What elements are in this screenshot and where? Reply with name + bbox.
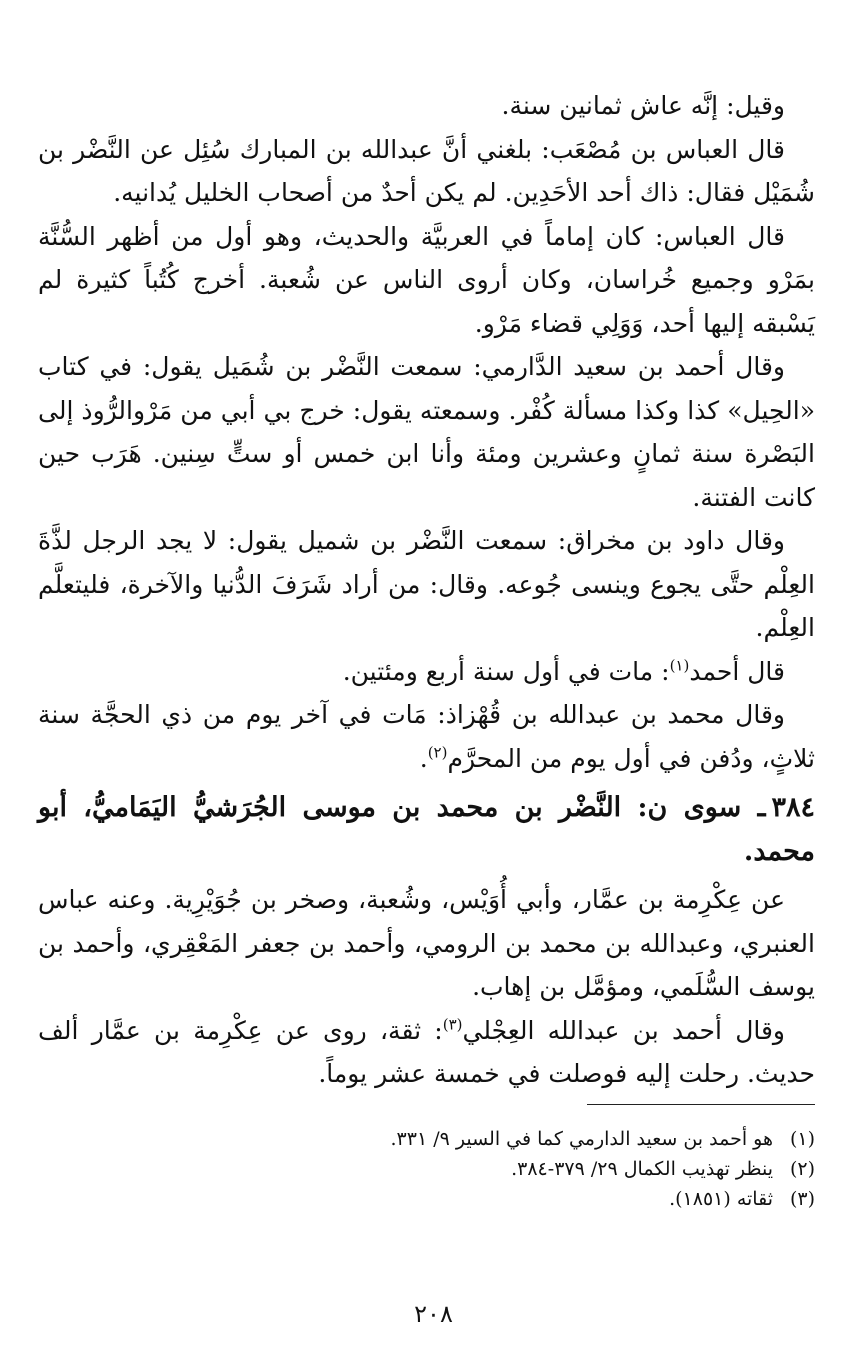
footnote-mark: (١) bbox=[789, 1128, 815, 1150]
footnote-mark: (٣) bbox=[789, 1188, 815, 1210]
paragraph-qahzad bbox=[38, 693, 815, 780]
footnote bbox=[38, 1184, 815, 1214]
footnote-text: ثقاته (١٨٥١). bbox=[669, 1188, 773, 1210]
text-segment: : مات في أول سنة أربع ومئتين. bbox=[342, 656, 670, 686]
footnote-reference[interactable]: (١) bbox=[669, 656, 690, 675]
entry-heading bbox=[38, 786, 815, 874]
text-segment: وقال أحمد بن عبدالله العِجْلي bbox=[462, 1015, 785, 1045]
footnote bbox=[38, 1124, 815, 1154]
text-segment: وقال محمد بن عبدالله بن قُهْزاذ: مَات في آخر يوم من ذي الحجَّة سنة ثلاثٍ، ودُفن في أول يوم من المحرَّم bbox=[38, 700, 815, 773]
footnotes bbox=[38, 1124, 815, 1214]
paragraph: وقال داود بن مخراق: سمعت النَّضْر بن شميل يقول: لا يجد الرجل لذَّةَ العِلْم حتَّى يجوع وينسى جُوعه. وقال: من أراد شَرَفَ الدُّنيا والآخرة، فليتعلَّم العِلْم. bbox=[38, 526, 815, 642]
paragraph-ijli bbox=[38, 1009, 815, 1096]
text-segment: قال أحمد bbox=[689, 656, 785, 686]
footnote-text: ينظر تهذيب الكمال ٢٩/ ٣٧٩-٣٨٤. bbox=[511, 1158, 773, 1180]
entry-number: ٣٨٤ bbox=[771, 792, 815, 823]
footnote-reference[interactable]: (٣) bbox=[442, 1015, 463, 1034]
text-segment: . bbox=[419, 743, 428, 773]
footnote-divider bbox=[587, 1104, 815, 1105]
text-segment: : ثقة، روى عن عِكْرِمة بن عمَّار ألف حديث. رحلت إليه فوصلت في خمسة عشر يوماً. bbox=[38, 1015, 815, 1088]
paragraph: وقيل: إنَّه عاش ثمانين سنة. bbox=[501, 91, 785, 120]
paragraph: قال العباس بن مُصْعَب: بلغني أنَّ عبدالله بن المبارك سُئِل عن النَّضْر بن شُمَيْل فقال: ذاك أحد الأحَدِين. لم يكن أحدٌ من أصحاب الخليل يُدانيه. bbox=[38, 134, 815, 207]
paragraph: وقال أحمد بن سعيد الدَّارمي: سمعت النَّضْر بن شُمَيل يقول: في كتاب «الحِيل» كذا وكذا مسألة كُفْر. وسمعته يقول: خرج بي أبي من مَرْوالرُّوذ إلى البَصْرة سنة ثمانٍ وعشرين ومئة وأنا ابن خمس أو ستٍّ سِنين. هَرَب حين كانت الفتنة. bbox=[38, 352, 815, 512]
footnote-mark: (٢) bbox=[789, 1158, 815, 1180]
footnote-text: هو أحمد بن سعيد الدارمي كما في السير ٩/ ٣٣١. bbox=[390, 1128, 773, 1150]
entry-title: ـ سوى ن: النَّضْر بن محمد بن موسى الجُرَشيُّ اليَمَاميُّ، أبو محمد. bbox=[38, 792, 815, 867]
paragraph: قال العباس: كان إماماً في العربيَّة والحديث، وهو أول من أظهر السُّنَّة بمَرْو وجميع خُراسان، وكان أروى الناس عن شُعبة. أخرج كُتُباً كثيرة لم يَسْبقه إليها أحد، وَوَلِي قضاء مَرْو. bbox=[38, 221, 815, 338]
main-text bbox=[38, 84, 815, 1096]
paragraph: عن عِكْرِمة بن عمَّار، وأبي أُوَيْس، وشُعبة، وصخر بن جُوَيْرِية. وعنه عباس العنبري، وعبدالله بن محمد بن الرومي، وأحمد بن جعفر المَعْقِري، وأحمد بن يوسف السُّلَمي، ومؤمَّل بن إهاب. bbox=[38, 885, 815, 1001]
footnote bbox=[38, 1154, 815, 1184]
page-number: ٢٠٨ bbox=[414, 1300, 453, 1328]
paragraph-ahmad bbox=[38, 650, 815, 694]
footnote-reference[interactable]: (٢) bbox=[427, 743, 448, 762]
